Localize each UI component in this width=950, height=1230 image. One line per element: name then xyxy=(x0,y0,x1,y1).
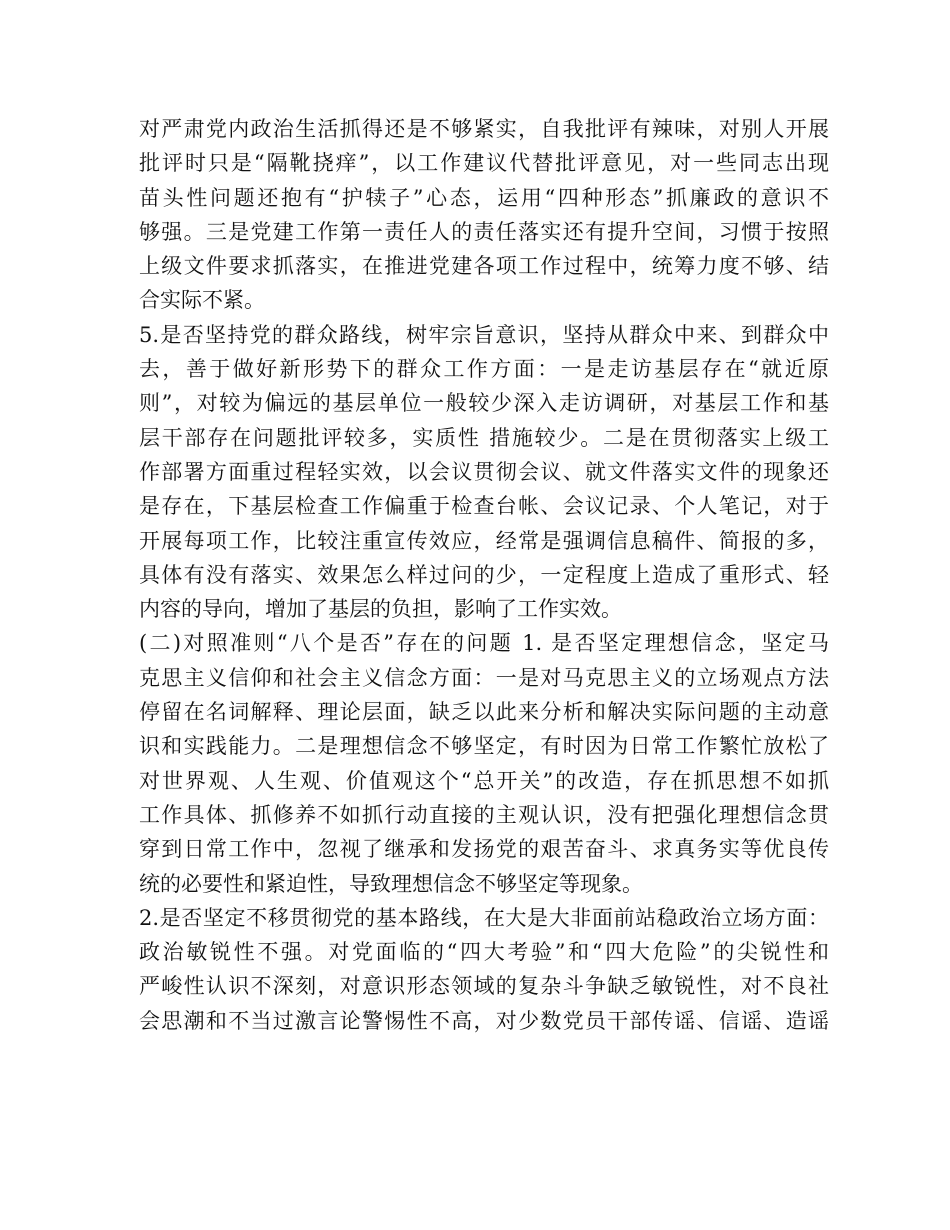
text-line: 作部署方面重过程轻实效，以会议贯彻会议、就文件落实文件的现象还 xyxy=(139,459,829,484)
text-line: 穿到日常工作中，忽视了继承和发扬党的艰苦奋斗、求真务实等优良传 xyxy=(139,837,829,862)
text-line: 内容的导向，增加了基层的负担，影响了工作实效。 xyxy=(139,597,622,622)
text-line: 去，善于做好新形势下的群众工作方面：一是走访基层存在“就近原 xyxy=(139,357,829,382)
text-line: 层干部存在问题批评较多，实质性 措施较少。二是在贯彻落实上级工 xyxy=(139,425,829,450)
text-line: 则”，对较为偏远的基层单位一般较少深入走访调研，对基层工作和基 xyxy=(139,391,829,416)
text-line: 政治敏锐性不强。对党面临的“四大考验”和“四大危险”的尖锐性和 xyxy=(139,940,829,965)
text-line: 够强。三是党建工作第一责任人的责任落实还有提升空间，习惯于按照 xyxy=(139,219,829,244)
text-line: 2.是否坚定不移贯彻党的基本路线，在大是大非面前站稳政治立场方面： xyxy=(139,905,829,930)
text-line: 对严肃党内政治生活抓得还是不够紧实，自我批评有辣味，对别人开展 xyxy=(139,117,829,141)
text-line: 对世界观、人生观、价值观这个“总开关”的改造，存在抓思想不如抓 xyxy=(139,768,829,793)
text-line: 停留在名词解释、理论层面，缺乏以此来分析和解决实际问题的主动意 xyxy=(139,700,829,725)
text-line: 是存在，下基层检查工作偏重于检查台帐、会议记录、个人笔记，对于 xyxy=(139,494,829,519)
text-line: 批评时只是“隔靴挠痒”，以工作建议代替批评意见，对一些同志出现 xyxy=(139,151,829,176)
text-line: 会思潮和不当过激言论警惕性不高，对少数党员干部传谣、信谣、造谣 xyxy=(139,1008,829,1033)
text-line: 严峻性认识不深刻，对意识形态领域的复杂斗争缺乏敏锐性，对不良社 xyxy=(139,974,829,999)
text-line: 具体有没有落实、效果怎么样过问的少，一定程度上造成了重形式、轻 xyxy=(139,562,829,587)
document-page xyxy=(139,112,829,1038)
text-line: 合实际不紧。 xyxy=(139,288,265,313)
text-line: 统的必要性和紧迫性，导致理想信念不够坚定等现象。 xyxy=(139,871,643,896)
text-line: 识和实践能力。二是理想信念不够坚定，有时因为日常工作繁忙放松了 xyxy=(139,734,829,759)
text-line: (二)对照准则“八个是否”存在的问题 1. 是否坚定理想信念，坚定马 xyxy=(139,631,829,656)
text-line: 苗头性问题还抱有“护犊子”心态，运用“四种形态”抓廉政的意识不 xyxy=(139,185,829,210)
text-line: 克思主义信仰和社会主义信念方面：一是对马克思主义的立场观点方法 xyxy=(139,665,829,690)
text-line: 开展每项工作，比较注重宣传效应，经常是强调信息稿件、简报的多， xyxy=(139,528,829,553)
text-line: 工作具体、抓修养不如抓行动直接的主观认识，没有把强化理想信念贯 xyxy=(139,802,829,827)
text-line: 上级文件要求抓落实，在推进党建各项工作过程中，统筹力度不够、结 xyxy=(139,254,829,279)
text-line: 5.是否坚持党的群众路线，树牢宗旨意识，坚持从群众中来、到群众中 xyxy=(139,322,829,347)
